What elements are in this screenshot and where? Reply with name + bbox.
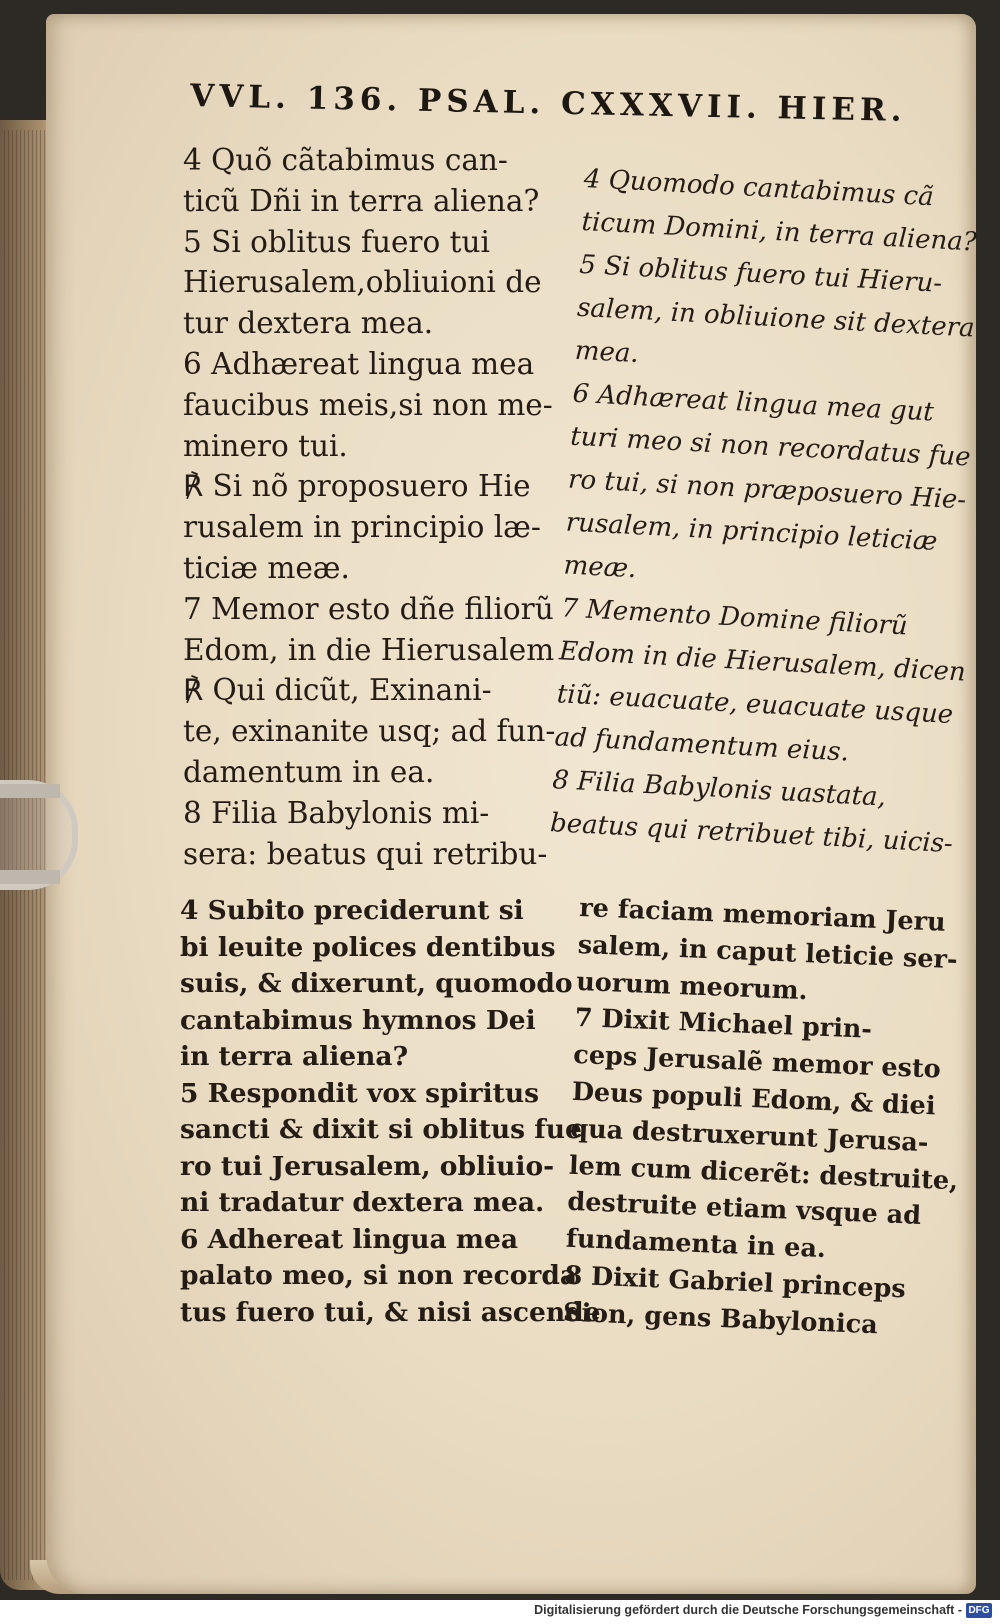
- text-line: sera: beatus qui retribu-: [183, 836, 548, 871]
- text-line: te, exinanite usq; ad fun-: [183, 714, 556, 749]
- text-line: tus fuero tui, & nisi ascende: [180, 1296, 601, 1328]
- text-line: damentum in ea.: [183, 754, 435, 789]
- text-line: destruite etiam vsque ad: [566, 1187, 922, 1232]
- text-line: ro tui Jerusalem, obliuio-: [180, 1150, 555, 1182]
- text-line: sancti & dixit si oblitus fue: [180, 1114, 582, 1145]
- text-line: 4 Quõ cãtabimus can-: [183, 143, 508, 177]
- text-line: fundamenta in ea.: [565, 1223, 827, 1265]
- text-line: 6 Adhæreat lingua mea gut: [571, 378, 935, 428]
- text-line: salem, in obliuione sit dextera: [576, 292, 976, 344]
- text-line: 6 Adhæreat lingua mea: [183, 346, 535, 381]
- text-line: ticũ Dñi in terra aliena?: [183, 183, 540, 218]
- text-line: bi leuite polices dentibus: [180, 931, 556, 963]
- text-line: lem cum dicerẽt: destruite,: [568, 1150, 959, 1196]
- dfg-logo: DFG: [966, 1603, 992, 1618]
- text-line: ℟ Qui dicũt, Exinani-: [183, 673, 492, 708]
- left-column-top: [183, 140, 568, 874]
- text-line: 7 Memor esto dñe filiorũ: [183, 591, 554, 626]
- text-line: ticum Domini, in terra aliena?: [580, 206, 978, 258]
- left-column-bottom: [180, 893, 601, 1331]
- text-line: rusalem in principio læ-: [183, 510, 541, 545]
- text-line: ticiæ meæ.: [183, 550, 350, 585]
- text-line: mea.: [574, 335, 640, 370]
- text-line: rusalem, in principio leticiæ: [565, 507, 939, 557]
- text-line: ni tradatur dextera mea.: [180, 1187, 545, 1218]
- text-line: Deus populi Edom, & diei: [571, 1076, 937, 1122]
- text-line: qua destruxerunt Jerusa-: [569, 1113, 929, 1158]
- text-line: faucibus meis,si non me-: [183, 387, 553, 422]
- text-line: Edom in die Hierusalem, dicen: [558, 636, 967, 688]
- text-line: Hierusalem,obliuioni de: [183, 265, 542, 300]
- running-header: VVL. 136. PSAL. CXXXVII. HIER.: [189, 78, 907, 130]
- text-line: Sion, gens Babylonica: [562, 1297, 879, 1341]
- right-column-bottom: [562, 890, 959, 1346]
- text-line: uorum meorum.: [575, 966, 809, 1006]
- text-line: 5 Si oblitus fuero tui: [183, 224, 490, 259]
- book-clamp-bar-bottom: [0, 870, 60, 884]
- text-line: tiũ: euacuate, euacuate usque: [556, 679, 954, 731]
- text-line: palato meo, si non recorda: [180, 1260, 578, 1291]
- text-line: in terra aliena?: [180, 1041, 409, 1072]
- text-line: 4 Quomodo cantabimus cã: [583, 163, 935, 213]
- text-line: 5 Respondit vox spiritus: [180, 1077, 540, 1109]
- text-line: beatus qui retribuet tibi, uicis-: [549, 808, 954, 860]
- text-line: ro tui, si non præposuero Hie-: [567, 464, 967, 516]
- text-line: salem, in caput leticie ser-: [577, 929, 959, 975]
- text-line: cantabimus hymnos Dei: [180, 1004, 536, 1036]
- text-line: ℟ Si nõ proposuero Hie: [183, 469, 531, 504]
- right-column-top: [549, 158, 978, 864]
- text-line: 6 Adhereat lingua mea: [180, 1223, 519, 1255]
- text-line: 8 Dixit Gabriel princeps: [563, 1260, 907, 1305]
- text-line: turi meo si non recordatus fue: [569, 421, 972, 473]
- text-line: meæ.: [562, 550, 638, 585]
- footer-bar: [0, 1600, 1000, 1624]
- text-line: tur dextera mea.: [183, 306, 434, 341]
- text-line: ad fundamentum eius.: [553, 722, 850, 768]
- book-clamp-bar-top: [0, 784, 60, 798]
- text-line: suis, & dixerunt, quomodo: [180, 968, 573, 999]
- text-line: ceps Jerusalẽ memor esto: [572, 1040, 942, 1085]
- text-line: 8 Filia Babylonis uastata,: [551, 765, 887, 813]
- footer-credit: Digitalisierung gefördert durch die Deutsche Forschungsgemeinschaft -: [534, 1603, 962, 1617]
- text-line: 5 Si oblitus fuero tui Hieru-: [578, 249, 943, 299]
- text-line: 7 Memento Domine filiorũ: [560, 593, 909, 642]
- text-line: 7 Dixit Michael prin-: [574, 1003, 873, 1046]
- text-line: 8 Filia Babylonis mi-: [183, 795, 490, 830]
- text-line: minero tui.: [183, 428, 348, 463]
- text-line: Edom, in die Hierusalem: [183, 632, 555, 667]
- text-line: 4 Subito preciderunt si: [180, 895, 524, 926]
- text-line: re faciam memoriam Jeru: [578, 892, 947, 938]
